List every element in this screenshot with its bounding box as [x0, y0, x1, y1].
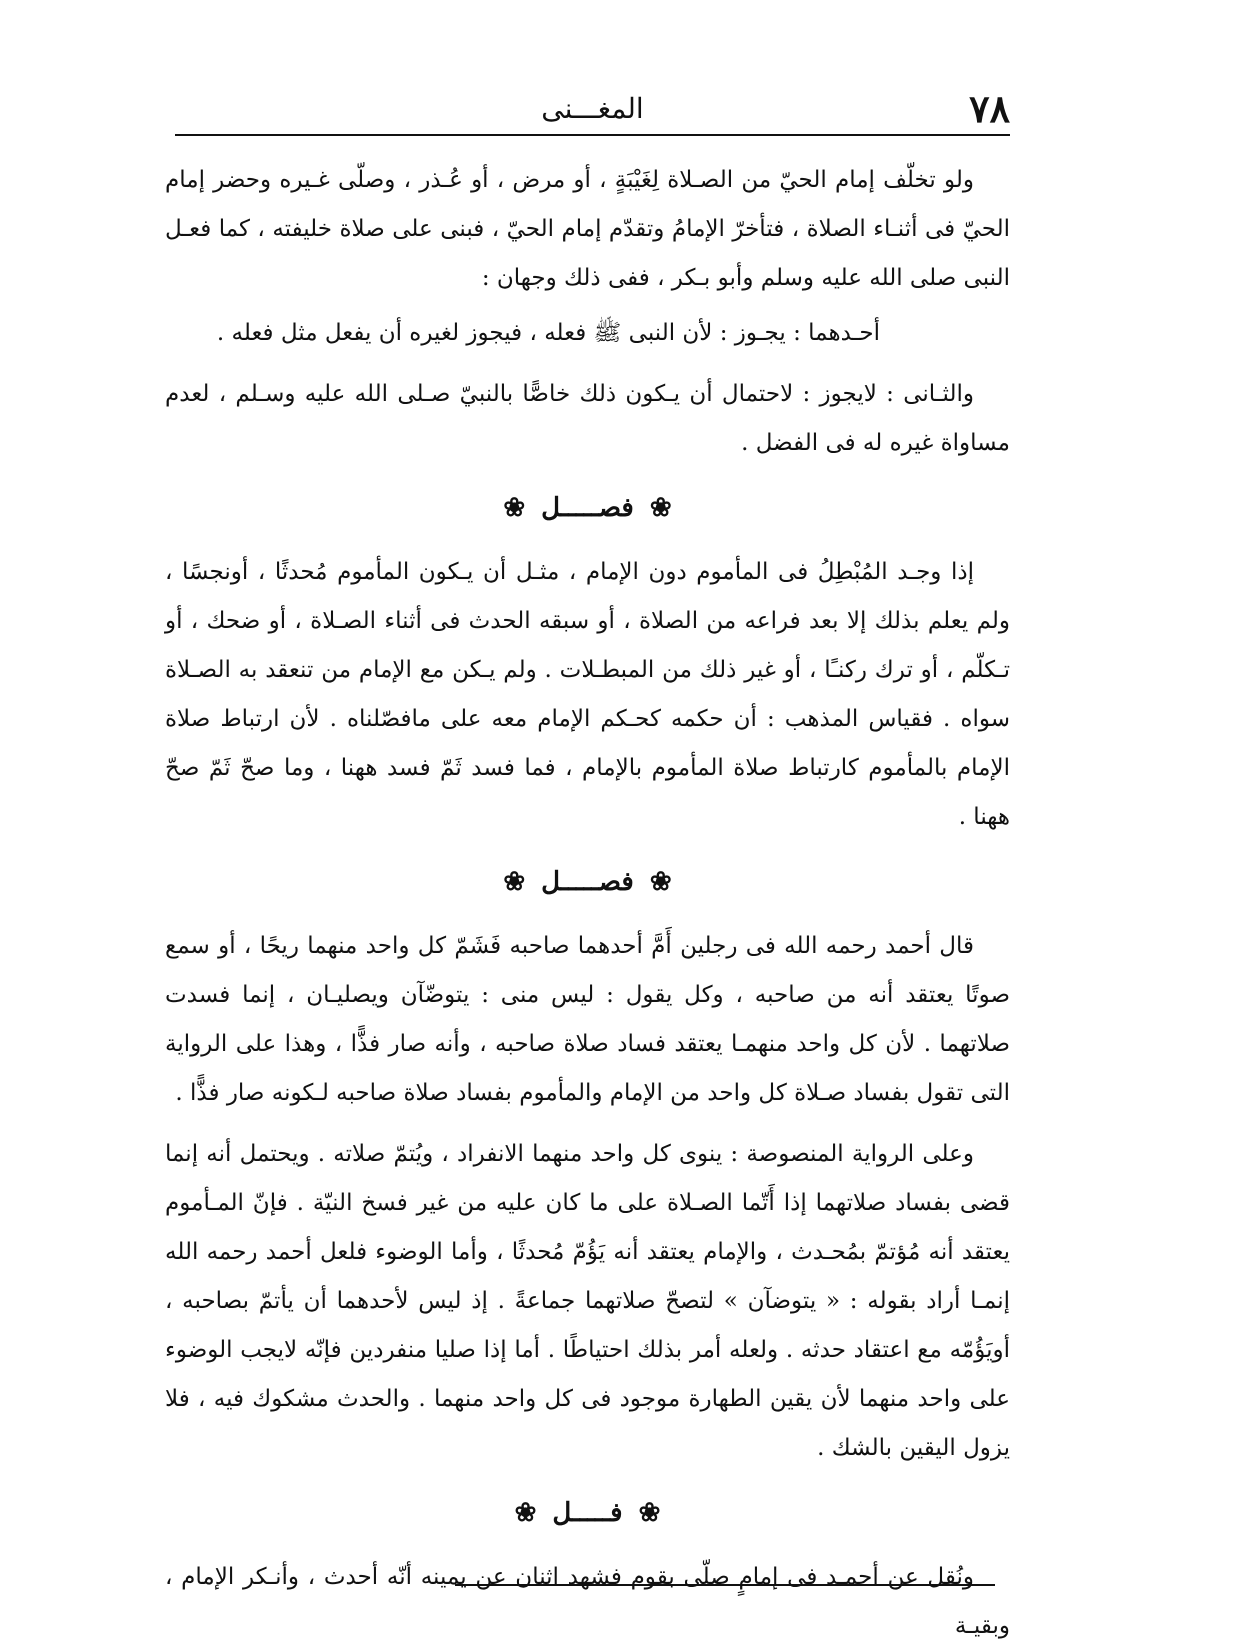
section-heading [165, 1473, 1010, 1553]
paragraph: قال أحمد رحمه الله فى رجلين أَمَّ أحدهما صاحبه فَشَمّ كل واحد منهما ريحًا ، أو سمع صوتًا يعتقد أنه من صاحبه ، وكل يقول : ليس منى : يتوضّآن ويصليـان ، إنما فسدت صلاتهما . لأن كل واحد منهمـا يعتقد فساد صلاة صاحبه ، وأنه صار فذًّا ، وهذا على الرواية التى تقول بفساد صـلاة كل واحد من الإمام والمأموم بفساد صلاة صاحبه لـكونه صار فذًّا . [165, 933, 1010, 1106]
page-body [165, 156, 1010, 1651]
paragraph: ونُقل عن أحمـد فى إمامٍ صلّى بقوم فشهد اثنان عن يمينه أنّه أحدث ، وأنـكر الإمام ، وبقيـة [165, 1564, 1010, 1639]
page-header [175, 85, 1010, 135]
section-heading [165, 468, 1010, 548]
paragraph: إذا وجـد المُبْطِلُ فى المأموم دون الإمام ، مثـل أن يـكون المأموم مُحدثًا ، أونجسًا ، ولم يعلم بذلك إلا بعد فراعه من الصلاة ، أو سبقه الحدث فى أثناء الصـلاة ، أو ضحك ، أو تـكلّم ، أو ترك ركنـًا ، أو غير ذلك من المبطـلات . ولم يـكن مع الإمام من تنعقد به الصـلاة سواه . فقياس المذهب : أن حكمه كحـكم الإمام معه على مافصّلناه . لأن ارتباط صلاة الإمام بالمأموم كارتباط صلاة المأموم بالإمام ، فما فسد ثَمّ فسد ههنا ، وما صحّ ثَمّ صحّ ههنا . [165, 559, 1010, 830]
ornament-icon: ❀ [514, 1498, 537, 1528]
paragraph: ولو تخلّف إمام الحيّ من الصـلاة لِغَيْبَةٍ ، أو مرض ، أو عُـذر ، وصلّى غـيره وحضر إمام الحيّ فى أثنـاء الصلاة ، فتأخرّ الإمامُ وتقدّم إمام الحيّ ، فبنى على صلاة خليفته ، كما فعـل النبى صلى الله عليه وسلم وأبو بـكر ، ففى ذلك وجهان : [165, 167, 1010, 291]
section-heading-label: فصـــــل [541, 867, 634, 897]
ornament-icon: ❀ [503, 867, 526, 897]
ornament-icon: ❀ [503, 493, 526, 523]
ornament-icon: ❀ [649, 493, 672, 523]
footer-rule [455, 1584, 995, 1586]
section-heading-label: فصـــــل [541, 493, 634, 523]
page-number: ٧٨ [969, 86, 1010, 131]
header-rule [175, 134, 1010, 136]
paragraph: وعلى الرواية المنصوصة : ينوى كل واحد منهما الانفراد ، ويُتمّ صلاته . ويحتمل أنه إنما قضى بفساد صلاتهما إذا أَتّما الصـلاة على ما كان عليه من غير فسخ النيّة . فإنّ المـأموم يعتقد أنه مُؤتمّ بمُحـدث ، والإمام يعتقد أنه يَؤُمّ مُحدثًا ، وأما الوضوء فلعل أحمد رحمه الله إنمـا أراد بقوله : « يتوضآن » لتصحّ صلاتهما جماعةً . إذ ليس لأحدهما أن يأتمّ بصاحبه ، أويَؤُمّه مع اعتقاد حدثه . ولعله أمر بذلك احتياطًا . أما إذا صليا منفردين فإنّه لايجب الوضوء على واحد منهما لأن يقين الطهارة موجود فى كل واحد منهما . والحدث مشكوك فيه ، فلا يزول اليقين بالشك . [165, 1141, 1010, 1461]
running-title: المغـــنى [541, 92, 644, 125]
paragraph: أحـدهما : يجـوز : لأن النبى ﷺ فعله ، فيجوز لغيره أن يفعل مثل فعله . [216, 320, 880, 346]
ornament-icon: ❀ [638, 1498, 661, 1528]
section-heading [165, 842, 1010, 922]
section-heading-label: فـــــل [552, 1498, 623, 1528]
paragraph: والثـانى : لايجوز : لاحتمال أن يـكون ذلك خاصًّا بالنبيّ صـلى الله عليه وسـلم ، لعدم مساواة غيره له فى الفضل . [165, 381, 1010, 456]
ornament-icon: ❀ [649, 867, 672, 897]
